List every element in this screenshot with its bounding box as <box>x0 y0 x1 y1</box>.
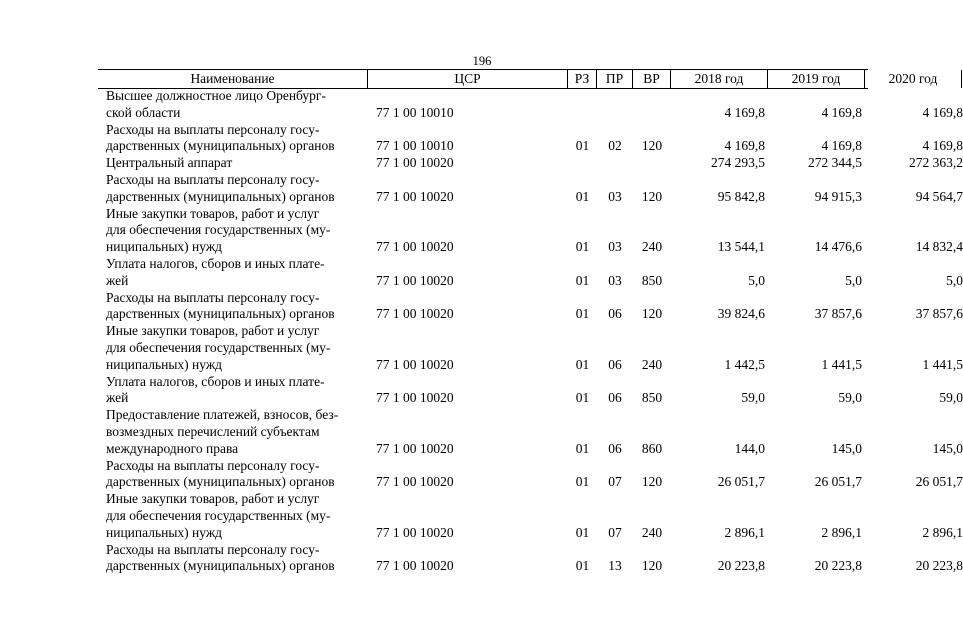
row-name <box>98 88 368 122</box>
row-name-line: дарственных (муниципальных) органов <box>106 188 335 204</box>
cell-y2020: 4 169,8 <box>922 138 963 154</box>
cell-y2019: 94 915,3 <box>814 188 862 204</box>
cell-pr: 06 <box>608 306 622 322</box>
cell-vr: 850 <box>641 272 663 288</box>
cell-y2019: 1 441,5 <box>821 356 862 372</box>
cell-vr: 120 <box>641 474 663 490</box>
row-name-line: Иные закупки товаров, работ и услуг <box>106 491 320 507</box>
cell-pr: 06 <box>608 356 622 372</box>
cell-vr: 120 <box>641 558 663 574</box>
cell-vr: 850 <box>641 390 663 406</box>
cell-csr: 77 1 00 10020 <box>376 440 454 456</box>
cell-y2020: 2 896,1 <box>922 524 963 540</box>
cell-y2018: 5,0 <box>748 272 765 288</box>
cell-rz: 01 <box>575 306 590 322</box>
row-name <box>98 256 368 290</box>
table-row <box>98 407 963 457</box>
header-2019: 2019 год <box>768 70 865 88</box>
cell-vr: 120 <box>641 188 663 204</box>
row-name-line: жей <box>106 390 129 406</box>
row-name-line: ниципальных) нужд <box>106 239 223 255</box>
table-body <box>98 88 963 575</box>
cell-csr: 77 1 00 10020 <box>376 474 454 490</box>
table-row <box>98 121 963 156</box>
cell-y2019: 2 896,1 <box>821 524 862 540</box>
cell-y2018: 144,0 <box>734 440 765 456</box>
cell-rz: 01 <box>575 390 590 406</box>
row-name-line: Высшее должностное лицо Оренбург- <box>106 88 326 103</box>
cell-csr: 77 1 00 10020 <box>376 390 454 406</box>
cell-vr: 860 <box>641 440 663 456</box>
cell-pr: 03 <box>608 188 622 204</box>
cell-y2018: 95 842,8 <box>717 188 765 204</box>
cell-csr: 77 1 00 10010 <box>376 104 454 120</box>
page-number: 196 <box>472 54 492 68</box>
row-name <box>98 491 368 541</box>
table-row <box>98 373 963 408</box>
cell-y2020: 94 564,7 <box>915 188 963 204</box>
cell-csr: 77 1 00 10020 <box>376 306 454 322</box>
cell-y2020: 14 832,4 <box>915 239 963 255</box>
cell-vr: 120 <box>641 306 663 322</box>
row-name-line: Расходы на выплаты персоналу госу- <box>106 541 320 557</box>
cell-rz: 01 <box>575 239 590 255</box>
cell-csr: 77 1 00 10020 <box>376 558 454 574</box>
header-name: Наименование <box>98 70 368 88</box>
cell-y2019: 272 344,5 <box>808 155 862 171</box>
cell-vr: 240 <box>641 239 663 255</box>
cell-y2019: 5,0 <box>845 272 862 288</box>
cell-y2019: 59,0 <box>838 390 862 406</box>
row-name <box>98 323 368 373</box>
row-name <box>98 206 368 256</box>
cell-y2019: 14 476,6 <box>814 239 862 255</box>
row-name-line: для обеспечения государственных (му- <box>106 339 331 355</box>
table-row <box>98 88 963 122</box>
cell-y2019: 4 169,8 <box>821 138 862 154</box>
cell-vr: 240 <box>641 356 663 372</box>
row-name-line: Уплата налогов, сборов и иных плате- <box>106 373 325 389</box>
row-name <box>98 290 368 324</box>
row-name-line: ниципальных) нужд <box>106 524 223 540</box>
cell-y2020: 1 441,5 <box>922 356 963 372</box>
cell-y2018: 4 169,8 <box>724 104 765 120</box>
cell-y2019: 26 051,7 <box>814 474 862 490</box>
cell-y2020: 4 169,8 <box>922 104 963 120</box>
cell-y2018: 274 293,5 <box>711 155 765 171</box>
row-name <box>98 374 368 408</box>
table-row <box>98 155 963 172</box>
cell-y2018: 1 442,5 <box>724 356 765 372</box>
table-row <box>98 205 963 256</box>
cell-pr: 13 <box>608 558 622 574</box>
cell-rz: 01 <box>575 138 590 154</box>
table-row <box>98 289 963 324</box>
header-pr: ПР <box>597 70 633 88</box>
cell-csr: 77 1 00 10010 <box>376 138 454 154</box>
cell-y2020: 5,0 <box>946 272 963 288</box>
cell-y2020: 59,0 <box>939 390 963 406</box>
cell-rz: 01 <box>575 440 590 456</box>
cell-pr: 06 <box>608 390 622 406</box>
cell-pr: 06 <box>608 440 622 456</box>
cell-csr: 77 1 00 10020 <box>376 239 454 255</box>
row-name-line: возмездных перечислений субъектам <box>106 423 320 439</box>
cell-rz: 01 <box>575 356 590 372</box>
table-row <box>98 323 963 373</box>
row-name-line: Предоставление платежей, взносов, без- <box>106 407 339 423</box>
cell-pr: 07 <box>608 524 622 540</box>
row-name-line: Иные закупки товаров, работ и услуг <box>106 323 320 339</box>
row-name-line: дарственных (муниципальных) органов <box>106 474 335 490</box>
row-name-line: международного права <box>106 440 239 456</box>
cell-csr: 77 1 00 10020 <box>376 524 454 540</box>
row-name-line: Расходы на выплаты персоналу госу- <box>106 289 320 305</box>
table-header <box>98 69 938 89</box>
cell-vr: 240 <box>641 524 663 540</box>
cell-rz: 01 <box>575 558 590 574</box>
row-name-line: ской области <box>106 104 181 120</box>
row-name <box>98 172 368 206</box>
header-2018: 2018 год <box>671 70 768 88</box>
cell-csr: 77 1 00 10020 <box>376 155 454 171</box>
row-name <box>98 542 368 576</box>
table-row <box>98 255 963 290</box>
row-name-line: Расходы на выплаты персоналу госу- <box>106 121 320 137</box>
row-name <box>98 155 368 172</box>
cell-y2018: 39 824,6 <box>717 306 765 322</box>
row-name <box>98 122 368 156</box>
cell-y2018: 13 544,1 <box>717 239 765 255</box>
cell-y2020: 37 857,6 <box>915 306 963 322</box>
cell-pr: 07 <box>608 474 622 490</box>
header-rz: РЗ <box>568 70 597 88</box>
cell-rz: 01 <box>575 524 590 540</box>
cell-y2018: 59,0 <box>741 390 765 406</box>
cell-pr: 03 <box>608 272 622 288</box>
table-row <box>98 541 963 576</box>
row-name-line: Уплата налогов, сборов и иных плате- <box>106 255 325 271</box>
cell-csr: 77 1 00 10020 <box>376 188 454 204</box>
cell-y2018: 4 169,8 <box>724 138 765 154</box>
cell-y2020: 272 363,2 <box>909 155 963 171</box>
cell-rz: 01 <box>575 474 590 490</box>
cell-y2019: 145,0 <box>831 440 862 456</box>
row-name-line: Расходы на выплаты персоналу госу- <box>106 457 320 473</box>
header-2020: 2020 год <box>865 70 962 88</box>
cell-y2019: 37 857,6 <box>814 306 862 322</box>
cell-vr: 120 <box>641 138 663 154</box>
row-name-line: дарственных (муниципальных) органов <box>106 138 335 154</box>
row-name-line: для обеспечения государственных (му- <box>106 507 331 523</box>
header-csr: ЦСР <box>368 70 568 88</box>
cell-rz: 01 <box>575 272 590 288</box>
cell-y2020: 26 051,7 <box>915 474 963 490</box>
row-name <box>98 458 368 492</box>
cell-csr: 77 1 00 10020 <box>376 356 454 372</box>
row-name-line: ниципальных) нужд <box>106 356 223 372</box>
cell-y2020: 145,0 <box>932 440 963 456</box>
cell-pr: 03 <box>608 239 622 255</box>
cell-y2019: 4 169,8 <box>821 104 862 120</box>
table-row <box>98 171 963 206</box>
row-name-line: Иные закупки товаров, работ и услуг <box>106 205 320 221</box>
row-name-line: Центральный аппарат <box>106 155 233 171</box>
cell-y2018: 20 223,8 <box>717 558 765 574</box>
row-name <box>98 407 368 457</box>
cell-y2020: 20 223,8 <box>915 558 963 574</box>
row-name-line: жей <box>106 272 129 288</box>
table-row <box>98 457 963 492</box>
cell-y2018: 26 051,7 <box>717 474 765 490</box>
cell-csr: 77 1 00 10020 <box>376 272 454 288</box>
header-vr: ВР <box>633 70 671 88</box>
row-name-line: дарственных (муниципальных) органов <box>106 306 335 322</box>
table-row <box>98 491 963 541</box>
row-name-line: дарственных (муниципальных) органов <box>106 558 335 574</box>
row-name-line: Расходы на выплаты персоналу госу- <box>106 171 320 187</box>
cell-y2018: 2 896,1 <box>724 524 765 540</box>
row-name-line: для обеспечения государственных (му- <box>106 222 331 238</box>
cell-rz: 01 <box>575 188 590 204</box>
cell-y2019: 20 223,8 <box>814 558 862 574</box>
cell-pr: 02 <box>608 138 622 154</box>
